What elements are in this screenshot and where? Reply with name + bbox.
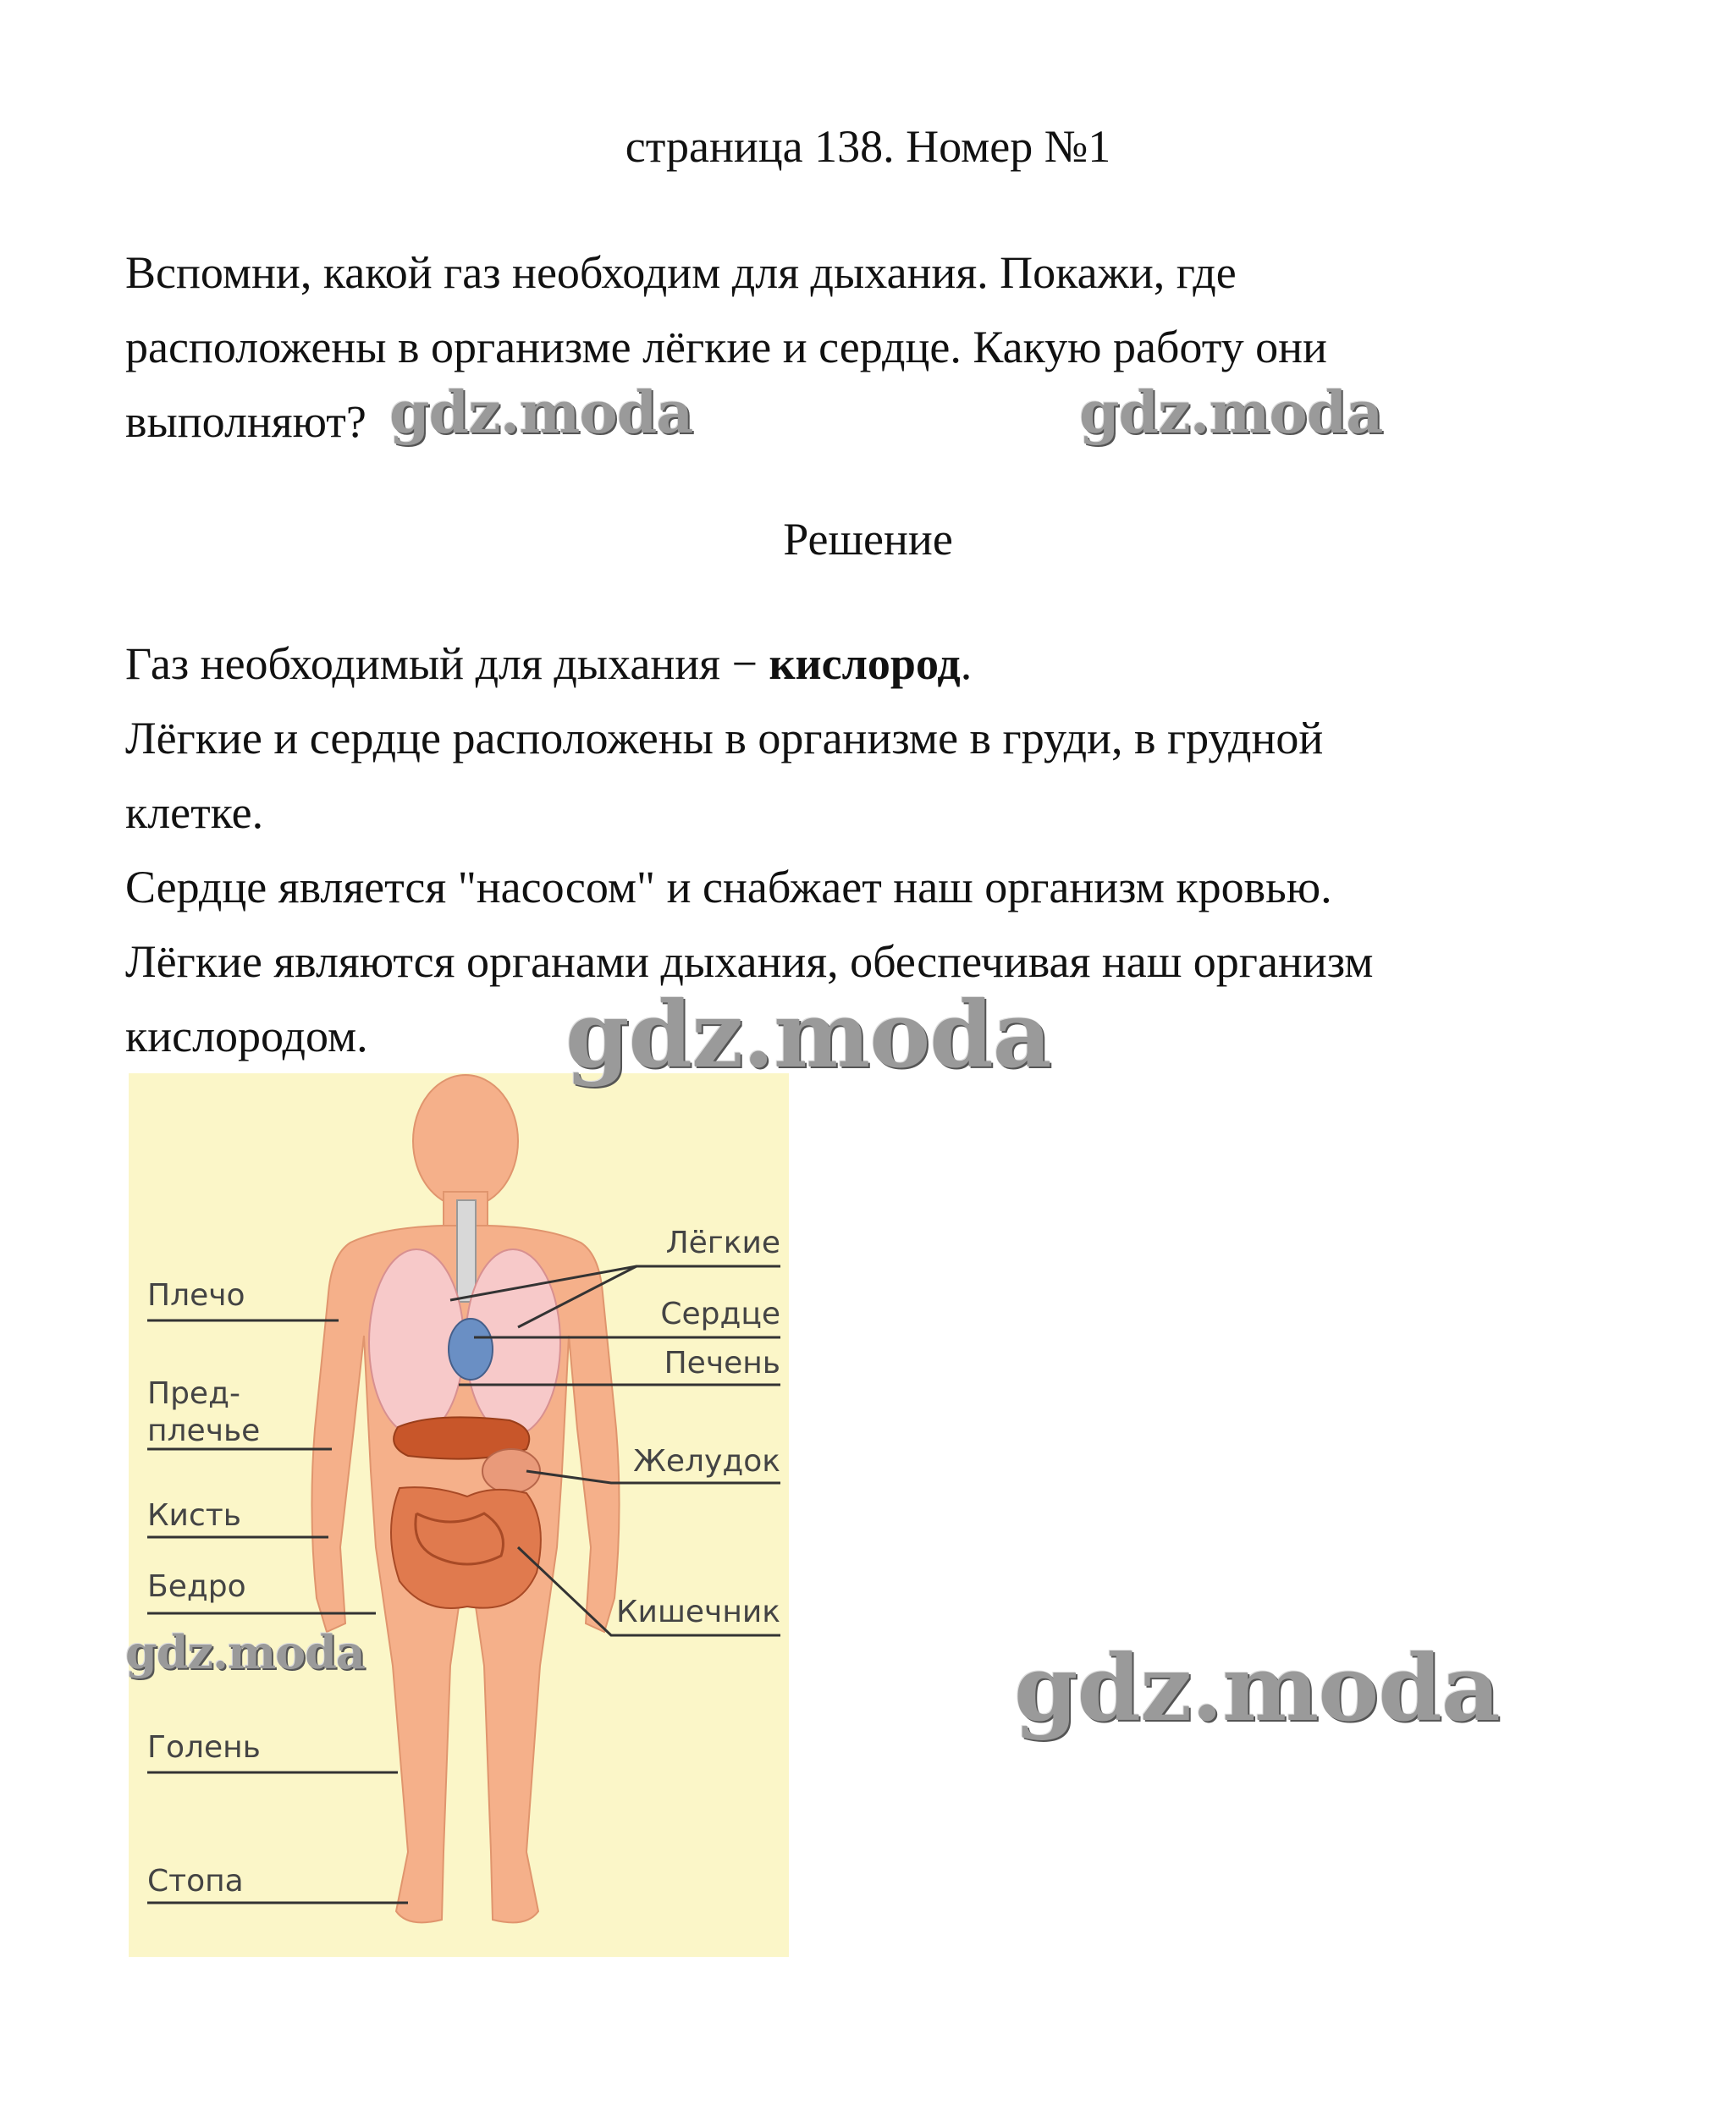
answer-text-part: Газ необходимый для дыхания − xyxy=(125,638,769,689)
answer-line: Сердце является "насосом" и снабжает наш организм кровью. xyxy=(125,862,1332,912)
label-shin: Голень xyxy=(147,1730,261,1765)
question-line: расположены в организме лёгкие и сердце. Какую работу они xyxy=(125,322,1327,372)
answer-text-part: . xyxy=(960,638,973,689)
label-thigh: Бедро xyxy=(147,1569,246,1604)
label-heart: Сердце xyxy=(660,1297,780,1331)
label-hand: Кисть xyxy=(147,1498,241,1533)
page-heading: страница 138. Номер №1 xyxy=(625,121,1111,172)
watermark: gdz.moda xyxy=(1079,379,1383,447)
solution-title: Решение xyxy=(783,514,953,565)
question-line: Вспомни, какой газ необходим для дыхания. Покажи, где xyxy=(125,247,1237,298)
answer-line: Лёгкие являются органами дыхания, обеспечивая наш организм xyxy=(125,936,1374,987)
watermark: gdz.moda xyxy=(125,1625,365,1679)
body-illustration xyxy=(129,1073,789,1957)
answer-line xyxy=(125,626,1615,701)
question-text xyxy=(125,235,1615,459)
question-line: выполняют? xyxy=(125,396,366,447)
label-foot: Стопа xyxy=(147,1864,244,1899)
heart xyxy=(449,1319,493,1380)
label-intestine: Кишечник xyxy=(616,1595,780,1629)
answer-line: Лёгкие и сердце расположены в организме в груди, в грудной xyxy=(125,713,1324,763)
label-lungs: Лёгкие xyxy=(665,1226,780,1260)
trachea xyxy=(457,1200,476,1302)
answer-line: кислородом. xyxy=(125,1011,368,1061)
label-liver: Печень xyxy=(664,1346,780,1381)
watermark: gdz.moda xyxy=(565,982,1051,1089)
watermark: gdz.moda xyxy=(1014,1635,1500,1742)
label-forearm-part2: плечье xyxy=(147,1414,261,1448)
answer-line: клетке. xyxy=(125,787,264,838)
label-stomach: Желудок xyxy=(633,1444,780,1479)
human-body-diagram xyxy=(129,1073,789,1957)
label-forearm-part1: Пред- xyxy=(147,1376,240,1411)
watermark: gdz.moda xyxy=(389,379,693,447)
label-shoulder: Плечо xyxy=(147,1278,245,1313)
answer-keyword: кислород xyxy=(769,638,961,689)
